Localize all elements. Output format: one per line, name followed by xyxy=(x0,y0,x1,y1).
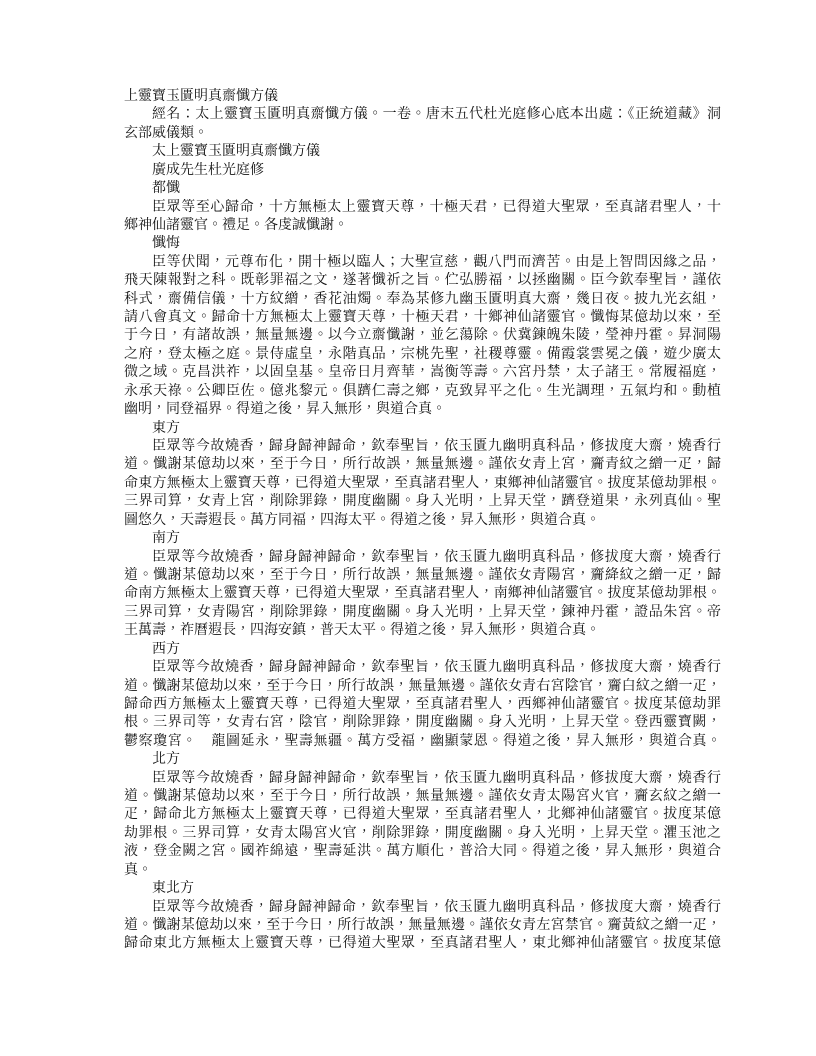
text-line: 三界司算，女青上宮，削除罪錄，開度幽關。身入光明，上昇天堂，躋登道果，永列真仙。聖 xyxy=(124,494,721,510)
section-heading: 都懺 xyxy=(152,181,180,197)
text-line: 液，登金闕之宮。國祚綿遠，聖壽延洪。萬方順化，普洽大同。得道之後，昇入無形，與道合 xyxy=(124,844,721,860)
text-line: 臣眾等今故燒香，歸身歸神歸命，欽奉聖旨，依玉匱九幽明真科品，修拔度大齋，燒香行 xyxy=(152,770,721,786)
text-line: 三界司算，女青陽宮，削除罪錄，開度幽關。身入光明，上昇天堂，鍊神丹霍，證品朱宮。帝 xyxy=(124,604,721,620)
text-line: 幽明，同登福界。得道之後，昇入無形，與道合真。 xyxy=(124,402,446,418)
text-line: 命南方無極太上靈寶天尊，已得道大聖眾，至真諸君聖人，南鄉神仙諸靈官。拔度某億劫罪根。 xyxy=(124,586,721,602)
text-line: 臣眾等至心歸命，十方無極太上靈寶天尊，十極天君，已得道大聖眾，至真諸君聖人，十 xyxy=(152,199,721,215)
text-line: 微之域。克昌洪祚，以固皇基。皇帝日月齊華，嵩衡等壽。六宮丹禁，太子諸王。常履福庭， xyxy=(124,365,721,381)
text-line: 命東方無極太上靈寶天尊，已得道大聖眾，至真諸君聖人，東鄉神仙諸靈官。拔度某億劫罪根。 xyxy=(124,475,721,491)
text-line: 之府，登太極之庭。景侍虛皇，永階真品，宗桃先聖，社稷尊靈。備霞裳雲冕之儀，遊少廣太 xyxy=(124,346,721,362)
text-line: 臣眾等今故燒香，歸身歸神歸命，欽奉聖旨，依玉匱九幽明真科品，修拔度大齋，燒香行 xyxy=(152,549,721,565)
text-line: 廣成先生杜光庭修 xyxy=(152,162,264,178)
text-line: 臣眾等今故燒香，歸身歸神歸命，欽奉聖旨，依玉匱九幽明真科品，修拔度大齋，燒香行 xyxy=(152,660,721,676)
text-line: 道。懺謝某億劫以來，至于今日，所行故誤，無量無邊。謹依女青陽宮，齎絳紋之繒一疋，歸 xyxy=(124,567,721,583)
text-line: 圖悠久，天壽遐長。萬方同福，四海太平。得道之後，昇入無形，與道合真。 xyxy=(124,512,600,528)
text-line: 疋，歸命北方無極太上靈寶天尊，已得道大聖眾，至真諸君聖人，北鄉神仙諸靈官。拔度某億 xyxy=(124,807,721,823)
doc-title-line: 上靈寶玉匱明真齋懺方儀 xyxy=(124,89,278,104)
text-line: 劫罪根。三界司算，女青太陽宮火官，削除罪錄，開度幽關。身入光明，上昇天堂。灈玉池之 xyxy=(124,825,721,841)
text-line: 玄部威儀類。 xyxy=(124,125,208,141)
text-line: 道。懺謝某億劫以來，至于今日，所行故誤，無量無邊。謹依女青右宮陰官，齎白紋之繒一疋， xyxy=(124,678,721,694)
text-line: 鬱察瓊宮。 龍圖延永，聖壽無疆。萬方受福，幽顯蒙恩。得道之後，昇入無形，與道合真。 xyxy=(124,733,721,749)
text-line: 臣眾等今故燒香，歸身歸神歸命，欽奉聖旨，依玉匱九幽明真科品，修拔度大齋，燒香行 xyxy=(152,899,721,915)
text-line: 道。懺謝某億劫以來，至于今日，所行故誤，無量無邊。謹依女青太陽宮火官，齎玄紋之繒一 xyxy=(124,789,721,805)
text-line: 經名：太上靈寶玉匱明真齋懺方儀。一卷。唐末五代杜光庭修心底本出處：《正統道藏》洞 xyxy=(152,107,721,123)
text-line: 歸命東北方無極太上靈寶天尊，已得道大聖眾，至真諸君聖人，東北鄉神仙諸靈官。拔度某億 xyxy=(124,936,721,952)
text-line: 飛天陳報對之科。既彰罪福之文，遂著懺祈之旨。伫弘勝福，以拯幽關。臣今欽奉聖旨，謹依 xyxy=(124,273,721,289)
section-heading: 南方 xyxy=(152,531,180,547)
text-line: 王萬壽，祚曆遐長，四海安鎮，普天太平。得道之後，昇入無形，與道合真。 xyxy=(124,623,600,639)
text-line: 于今日，有諸故誤，無量無邊。以今立齋懺謝，並乞蕩除。伏冀鍊魄朱陵，瑩神丹霍。昇洞陽 xyxy=(124,328,721,344)
text-line: 太上靈寶玉匱明真齋懺方儀 xyxy=(152,144,320,160)
text-line: 請八會真文。歸命十方無極太上靈寶天尊，十極天君，十鄉神仙諸靈官。懺悔某億劫以來，至 xyxy=(124,310,721,326)
text-line: 道。懺謝某億劫以來，至于今日，所行故誤，無量無邊。謹依女青上宮，齎青紋之繒一疋，歸 xyxy=(124,457,721,473)
section-heading: 西方 xyxy=(152,641,180,657)
text-line: 真。 xyxy=(124,862,152,878)
text-line: 臣等伏聞，元尊布化，開十極以臨人；大聖宣慈，觀八門而濟苦。由是上智問因緣之品， xyxy=(152,254,721,270)
text-line: 鄉神仙諸靈官。禮足。各虔誠懺謝。 xyxy=(124,217,348,233)
text-line: 歸命西方無極太上靈寶天尊，已得道大聖眾，至真諸君聖人，西鄉神仙諸靈官。拔度某億劫罪 xyxy=(124,696,721,712)
section-heading: 懺悔 xyxy=(152,236,180,252)
section-heading: 東北方 xyxy=(152,881,194,897)
document-page xyxy=(124,88,721,954)
section-heading: 東方 xyxy=(152,420,180,436)
text-line: 科式，齋備信儀，十方紋繒，香花油燭。奉為某修九幽玉匱明真大齋，幾日夜。披九光玄組， xyxy=(124,291,721,307)
text-line: 道。懺謝某億劫以來，至于今日，所行故誤，無量無邊。謹依女青左宮禁官。齎黃紋之繒一疋， xyxy=(124,917,721,933)
text-line: 永承天祿。公卿臣佐。億兆黎元。俱躋仁壽之鄉，克致昇平之化。生光調理，五氣均和。動植 xyxy=(124,383,721,399)
text-line: 臣眾等今故燒香，歸身歸神歸命，欽奉聖旨，依玉匱九幽明真科品，修拔度大齋，燒香行 xyxy=(152,439,721,455)
section-heading: 北方 xyxy=(152,752,180,768)
text-line: 根。三界司等，女青右宮，陰官，削除罪錄，開度幽關。身入光明，上昇天堂。登西靈寶闕， xyxy=(124,715,721,731)
